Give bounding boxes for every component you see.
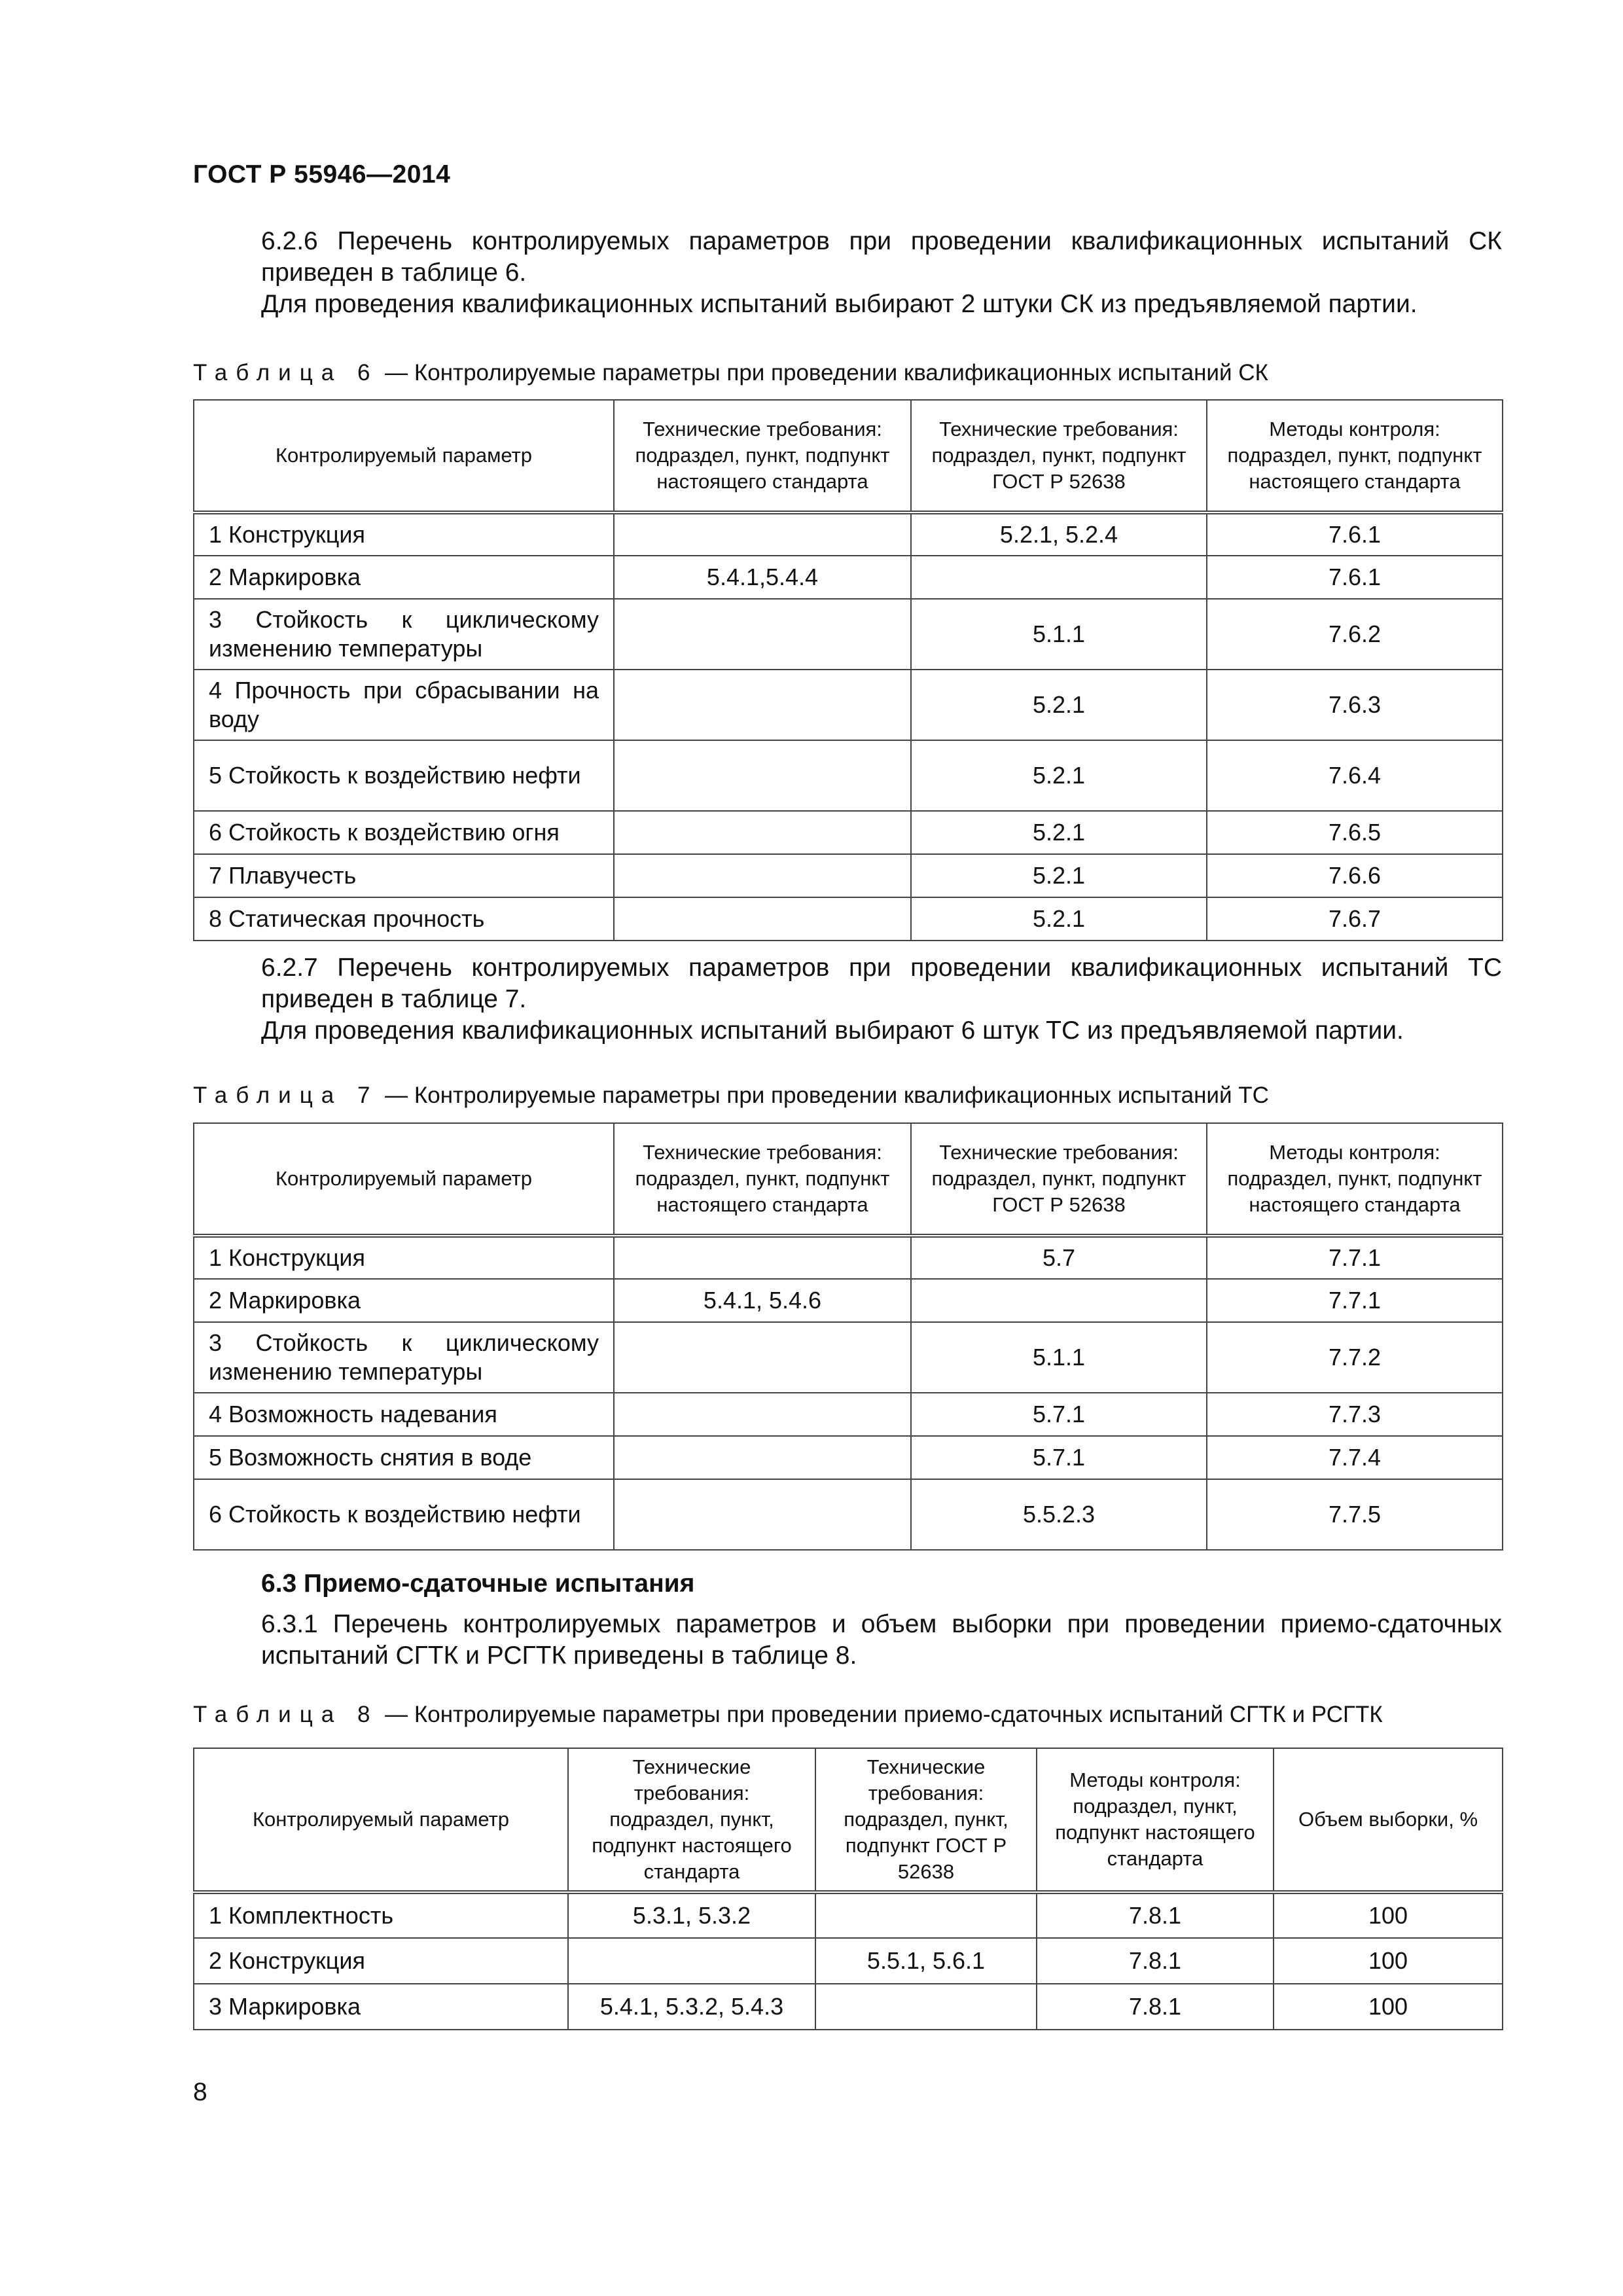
table-6-caption — [193, 359, 1268, 387]
table-row — [194, 854, 1503, 897]
caption-label: Таблица 8 — [193, 1702, 379, 1727]
table-8 — [193, 1748, 1503, 2030]
caption-label: Таблица 7 — [193, 1083, 379, 1108]
value-cell: 5.2.1 — [911, 811, 1207, 854]
value-cell: 5.4.1, 5.4.6 — [614, 1279, 911, 1322]
value-cell: 100 — [1274, 1892, 1503, 1938]
value-cell — [614, 512, 911, 556]
column-header: Контролируемый параметр — [194, 1123, 614, 1236]
value-cell: 7.6.2 — [1207, 599, 1503, 670]
caption-text: — Контролируемые параметры при проведении квалификационных испытаний ТС — [378, 1083, 1269, 1108]
value-cell — [815, 1984, 1037, 2030]
page-number: 8 — [193, 2078, 207, 2106]
value-cell: 7.8.1 — [1037, 1938, 1274, 1984]
column-header: Технические требования: подраздел, пункт, подпункт настоящего стандарта — [568, 1748, 815, 1892]
table-8-caption — [193, 1700, 1383, 1729]
parameter-cell: 4 Прочность при сбрасывании на воду — [194, 670, 614, 740]
value-cell: 5.1.1 — [911, 1322, 1207, 1393]
paragraph-text: Для проведения квалификационных испытаний выбирают 6 штук ТС из предъявляемой партии. — [261, 1016, 1404, 1045]
parameter-cell: 2 Маркировка — [194, 1279, 614, 1322]
caption-label: Таблица 6 — [193, 360, 379, 386]
table-header-row — [194, 1123, 1503, 1236]
parameter-cell: 1 Конструкция — [194, 1236, 614, 1279]
table-row — [194, 811, 1503, 854]
paragraph-text: 6.2.6 Перечень контролируемых параметров при проведении квалификационных испытаний СК приведен в таблице 6. — [261, 227, 1502, 287]
parameter-cell: 3 Маркировка — [194, 1984, 568, 2030]
table-row — [194, 1479, 1503, 1550]
value-cell: 5.2.1 — [911, 897, 1207, 941]
table-body — [194, 1236, 1503, 1550]
table-header-row — [194, 1748, 1503, 1892]
value-cell — [568, 1938, 815, 1984]
paragraph-6-2-7 — [193, 952, 1502, 1047]
table-row — [194, 1892, 1503, 1938]
value-cell: 5.7.1 — [911, 1436, 1207, 1479]
table-row — [194, 897, 1503, 941]
value-cell: 5.3.1, 5.3.2 — [568, 1892, 815, 1938]
value-cell — [614, 1393, 911, 1436]
table-6 — [193, 399, 1503, 941]
value-cell: 5.5.2.3 — [911, 1479, 1207, 1550]
value-cell — [614, 1322, 911, 1393]
paragraph-6-3-1 — [193, 1609, 1502, 1672]
value-cell — [911, 1279, 1207, 1322]
caption-text: — Контролируемые параметры при проведении приемо-сдаточных испытаний СГТК и РСГТК — [378, 1702, 1383, 1727]
table-row — [194, 1393, 1503, 1436]
document-code-header: ГОСТ Р 55946—2014 — [193, 160, 451, 188]
parameter-cell: 8 Статическая прочность — [194, 897, 614, 941]
value-cell: 7.6.4 — [1207, 740, 1503, 811]
value-cell: 5.5.1, 5.6.1 — [815, 1938, 1037, 1984]
value-cell: 5.2.1 — [911, 740, 1207, 811]
table-row — [194, 1984, 1503, 2030]
parameter-cell: 6 Стойкость к воздействию огня — [194, 811, 614, 854]
parameter-cell: 2 Конструкция — [194, 1938, 568, 1984]
column-header: Объем выборки, % — [1274, 1748, 1503, 1892]
table-7 — [193, 1122, 1503, 1551]
parameter-cell: 2 Маркировка — [194, 556, 614, 599]
parameter-cell: 4 Возможность надевания — [194, 1393, 614, 1436]
value-cell: 7.7.5 — [1207, 1479, 1503, 1550]
column-header: Технические требования: подраздел, пункт, подпункт ГОСТ Р 52638 — [815, 1748, 1037, 1892]
paragraph-text: 6.3.1 Перечень контролируемых параметров и объем выборки при проведении приемо-сдаточных испытаний СГТК и РСГТК приведены в таблице 8. — [261, 1610, 1502, 1670]
column-header: Технические требования: подраздел, пункт, подпункт настоящего стандарта — [614, 400, 911, 512]
value-cell: 100 — [1274, 1938, 1503, 1984]
value-cell — [614, 599, 911, 670]
value-cell: 7.7.4 — [1207, 1436, 1503, 1479]
paragraph-6-2-6 — [193, 226, 1502, 320]
parameter-cell: 6 Стойкость к воздействию нефти — [194, 1479, 614, 1550]
caption-text: — Контролируемые параметры при проведении квалификационных испытаний СК — [378, 360, 1268, 386]
parameter-cell: 7 Плавучесть — [194, 854, 614, 897]
table-row — [194, 1236, 1503, 1279]
table-row — [194, 740, 1503, 811]
value-cell — [815, 1892, 1037, 1938]
value-cell: 7.6.1 — [1207, 512, 1503, 556]
value-cell: 7.6.1 — [1207, 556, 1503, 599]
parameter-cell: 5 Стойкость к воздействию нефти — [194, 740, 614, 811]
table-7-caption — [193, 1081, 1269, 1110]
table-row — [194, 512, 1503, 556]
value-cell — [614, 670, 911, 740]
value-cell — [614, 811, 911, 854]
value-cell — [614, 897, 911, 941]
section-title-6-3: 6.3 Приемо-сдаточные испытания — [261, 1570, 695, 1598]
column-header: Технические требования: подраздел, пункт, подпункт ГОСТ Р 52638 — [911, 1123, 1207, 1236]
table-row — [194, 1938, 1503, 1984]
value-cell: 5.4.1, 5.3.2, 5.4.3 — [568, 1984, 815, 2030]
value-cell: 7.6.6 — [1207, 854, 1503, 897]
table-row — [194, 1436, 1503, 1479]
column-header: Методы контроля: подраздел, пункт, подпункт настоящего стандарта — [1207, 1123, 1503, 1236]
table-header-row — [194, 400, 1503, 512]
column-header: Методы контроля: подраздел, пункт, подпункт настоящего стандарта — [1207, 400, 1503, 512]
value-cell: 5.4.1,5.4.4 — [614, 556, 911, 599]
value-cell: 5.7 — [911, 1236, 1207, 1279]
table-body — [194, 512, 1503, 941]
table-row — [194, 1322, 1503, 1393]
parameter-cell: 1 Конструкция — [194, 512, 614, 556]
column-header: Контролируемый параметр — [194, 1748, 568, 1892]
value-cell: 7.6.3 — [1207, 670, 1503, 740]
value-cell: 100 — [1274, 1984, 1503, 2030]
value-cell — [614, 854, 911, 897]
value-cell: 7.8.1 — [1037, 1984, 1274, 2030]
column-header: Контролируемый параметр — [194, 400, 614, 512]
column-header: Методы контроля: подраздел, пункт, подпункт настоящего стандарта — [1037, 1748, 1274, 1892]
value-cell: 5.2.1 — [911, 670, 1207, 740]
value-cell: 5.2.1, 5.2.4 — [911, 512, 1207, 556]
value-cell: 5.2.1 — [911, 854, 1207, 897]
value-cell: 7.6.7 — [1207, 897, 1503, 941]
parameter-cell: 3 Стойкость к циклическому изменению температуры — [194, 599, 614, 670]
value-cell — [614, 740, 911, 811]
value-cell: 7.7.1 — [1207, 1236, 1503, 1279]
value-cell: 7.8.1 — [1037, 1892, 1274, 1938]
table-row — [194, 556, 1503, 599]
value-cell — [614, 1436, 911, 1479]
column-header: Технические требования: подраздел, пункт, подпункт настоящего стандарта — [614, 1123, 911, 1236]
value-cell: 5.7.1 — [911, 1393, 1207, 1436]
value-cell: 7.7.2 — [1207, 1322, 1503, 1393]
parameter-cell: 1 Комплектность — [194, 1892, 568, 1938]
table-body — [194, 1892, 1503, 2030]
value-cell — [614, 1236, 911, 1279]
value-cell: 7.7.1 — [1207, 1279, 1503, 1322]
paragraph-text: 6.2.7 Перечень контролируемых параметров при проведении квалификационных испытаний ТС приведен в таблице 7. — [261, 954, 1502, 1013]
value-cell — [911, 556, 1207, 599]
parameter-cell: 5 Возможность снятия в воде — [194, 1436, 614, 1479]
value-cell: 7.6.5 — [1207, 811, 1503, 854]
paragraph-text: Для проведения квалификационных испытаний выбирают 2 штуки СК из предъявляемой партии. — [261, 290, 1418, 318]
table-row — [194, 1279, 1503, 1322]
column-header: Технические требования: подраздел, пункт, подпункт ГОСТ Р 52638 — [911, 400, 1207, 512]
value-cell: 5.1.1 — [911, 599, 1207, 670]
value-cell: 7.7.3 — [1207, 1393, 1503, 1436]
table-row — [194, 599, 1503, 670]
parameter-cell: 3 Стойкость к циклическому изменению температуры — [194, 1322, 614, 1393]
table-row — [194, 670, 1503, 740]
value-cell — [614, 1479, 911, 1550]
